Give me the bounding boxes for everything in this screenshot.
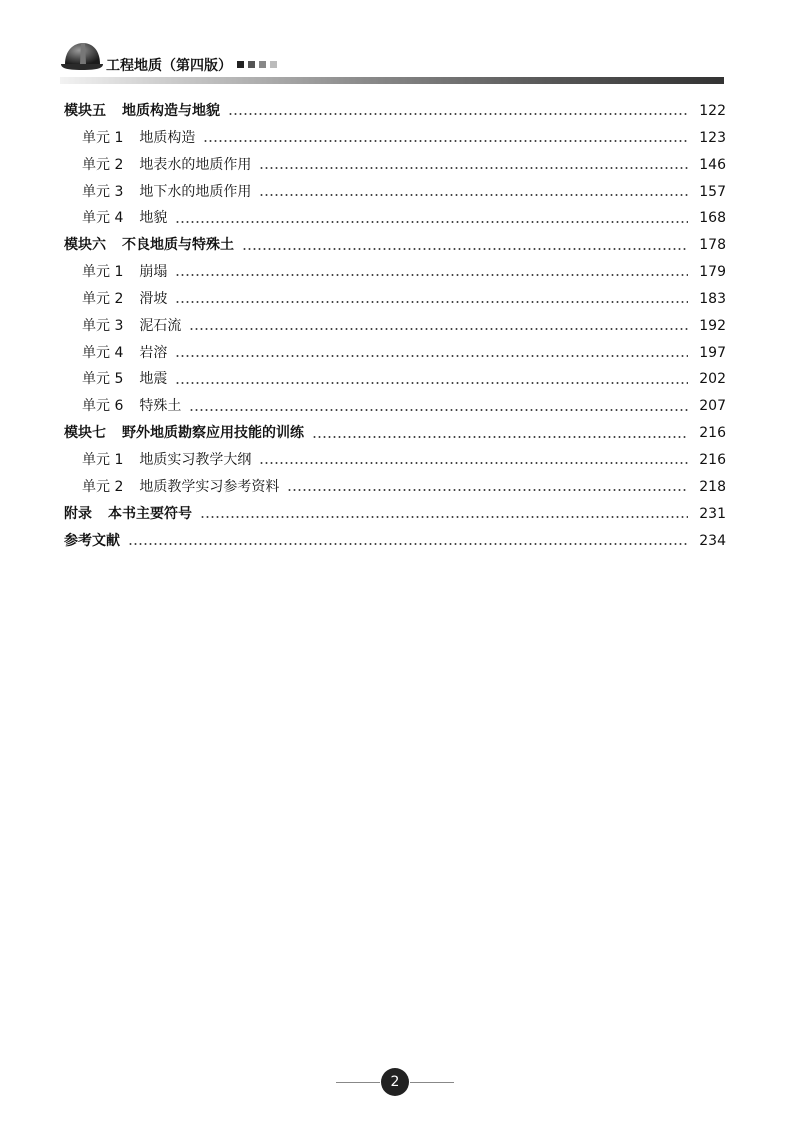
toc-title: 地震 bbox=[139, 371, 168, 388]
leader-dots bbox=[312, 436, 688, 438]
leader-dots bbox=[189, 409, 688, 411]
toc-label: 单元 3 bbox=[82, 183, 124, 200]
square bbox=[237, 61, 244, 68]
leader-dots bbox=[175, 382, 688, 384]
toc-page: 123 bbox=[699, 129, 726, 146]
square bbox=[270, 61, 277, 68]
toc-page: 178 bbox=[699, 237, 726, 254]
header-rule bbox=[60, 77, 724, 84]
toc-title: 滑坡 bbox=[139, 290, 168, 307]
toc-entry[interactable] bbox=[64, 286, 726, 313]
footer-rule-left bbox=[336, 1082, 380, 1083]
toc-entry[interactable] bbox=[64, 340, 726, 367]
toc-page: 207 bbox=[699, 398, 726, 415]
toc-label: 附录 bbox=[64, 505, 92, 522]
toc-entry[interactable] bbox=[64, 393, 726, 420]
toc-label: 模块五 bbox=[64, 103, 106, 119]
leader-dots bbox=[200, 516, 688, 518]
toc-title: 地质教学实习参考资料 bbox=[139, 478, 280, 495]
header-squares bbox=[237, 61, 277, 69]
toc-title: 地下水的地质作用 bbox=[139, 183, 252, 200]
leader-dots bbox=[128, 543, 688, 545]
leader-dots bbox=[189, 328, 688, 330]
leader-dots bbox=[259, 462, 688, 464]
toc-label: 模块七 bbox=[64, 425, 106, 442]
toc-title: 地貌 bbox=[139, 210, 168, 227]
leader-dots bbox=[259, 194, 688, 196]
toc-entry[interactable] bbox=[64, 313, 726, 340]
toc-title: 不良地质与特殊土 bbox=[122, 237, 234, 254]
toc-page: 122 bbox=[699, 103, 726, 119]
leader-dots bbox=[175, 274, 688, 276]
leader-dots bbox=[175, 301, 688, 303]
toc-page: 218 bbox=[699, 478, 726, 495]
toc-entry[interactable] bbox=[64, 205, 726, 232]
toc-label: 单元 5 bbox=[82, 371, 124, 388]
toc-title: 特殊土 bbox=[139, 398, 182, 415]
toc-label: 单元 1 bbox=[82, 264, 124, 281]
book-title: 工程地质（第四版） bbox=[106, 58, 232, 74]
toc-label: 单元 1 bbox=[82, 129, 124, 146]
toc-entry[interactable] bbox=[64, 98, 726, 125]
toc-label: 单元 4 bbox=[82, 210, 124, 227]
toc-entry[interactable] bbox=[64, 420, 726, 447]
toc-page: 216 bbox=[699, 425, 726, 442]
toc-entry[interactable] bbox=[64, 232, 726, 259]
toc-label: 单元 1 bbox=[82, 451, 124, 468]
toc-title: 参考文献 bbox=[64, 532, 120, 549]
toc-page: 234 bbox=[699, 532, 726, 549]
toc-title: 地表水的地质作用 bbox=[139, 156, 252, 173]
page-number: 2 bbox=[381, 1068, 409, 1096]
toc-label: 模块六 bbox=[64, 237, 106, 254]
leader-dots bbox=[175, 355, 688, 357]
toc-page: 183 bbox=[699, 290, 726, 307]
footer-rule-right bbox=[410, 1082, 454, 1083]
toc-entry[interactable] bbox=[64, 152, 726, 179]
toc-title: 地质构造 bbox=[139, 129, 196, 146]
toc-page: 168 bbox=[699, 210, 726, 227]
toc-entry[interactable] bbox=[64, 501, 726, 528]
toc-title: 崩塌 bbox=[139, 264, 168, 281]
page-header bbox=[0, 0, 790, 92]
toc-entry[interactable] bbox=[64, 366, 726, 393]
toc-entry[interactable] bbox=[64, 179, 726, 206]
toc-entry[interactable] bbox=[64, 447, 726, 474]
toc-label: 单元 2 bbox=[82, 290, 124, 307]
leader-dots bbox=[287, 489, 688, 491]
toc-title: 地质实习教学大纲 bbox=[139, 451, 252, 468]
leader-dots bbox=[259, 167, 688, 169]
square bbox=[259, 61, 266, 68]
square bbox=[248, 61, 255, 68]
toc-entry[interactable] bbox=[64, 125, 726, 152]
toc-entry[interactable] bbox=[64, 259, 726, 286]
leader-dots bbox=[228, 113, 688, 115]
toc-entry[interactable] bbox=[64, 528, 726, 555]
toc-title: 地质构造与地貌 bbox=[122, 103, 220, 119]
helmet-icon bbox=[60, 40, 104, 74]
leader-dots bbox=[203, 140, 688, 142]
toc-page: 231 bbox=[699, 505, 726, 522]
toc-title: 岩溶 bbox=[139, 344, 168, 361]
toc-page: 192 bbox=[699, 317, 726, 334]
toc-page: 146 bbox=[699, 156, 726, 173]
toc-title: 泥石流 bbox=[139, 317, 182, 334]
toc-title: 野外地质勘察应用技能的训练 bbox=[122, 425, 304, 442]
toc-label: 单元 4 bbox=[82, 344, 124, 361]
toc-page: 179 bbox=[699, 264, 726, 281]
toc-page: 216 bbox=[699, 451, 726, 468]
toc-label: 单元 3 bbox=[82, 317, 124, 334]
toc-page: 197 bbox=[699, 344, 726, 361]
toc-page: 157 bbox=[699, 183, 726, 200]
toc-label: 单元 6 bbox=[82, 398, 124, 415]
toc-page: 202 bbox=[699, 371, 726, 388]
toc-label: 单元 2 bbox=[82, 156, 124, 173]
leader-dots bbox=[242, 248, 688, 250]
table-of-contents bbox=[64, 98, 726, 554]
leader-dots bbox=[175, 221, 688, 223]
toc-title: 本书主要符号 bbox=[108, 505, 192, 522]
toc-label: 单元 2 bbox=[82, 478, 124, 495]
toc-entry[interactable] bbox=[64, 474, 726, 501]
